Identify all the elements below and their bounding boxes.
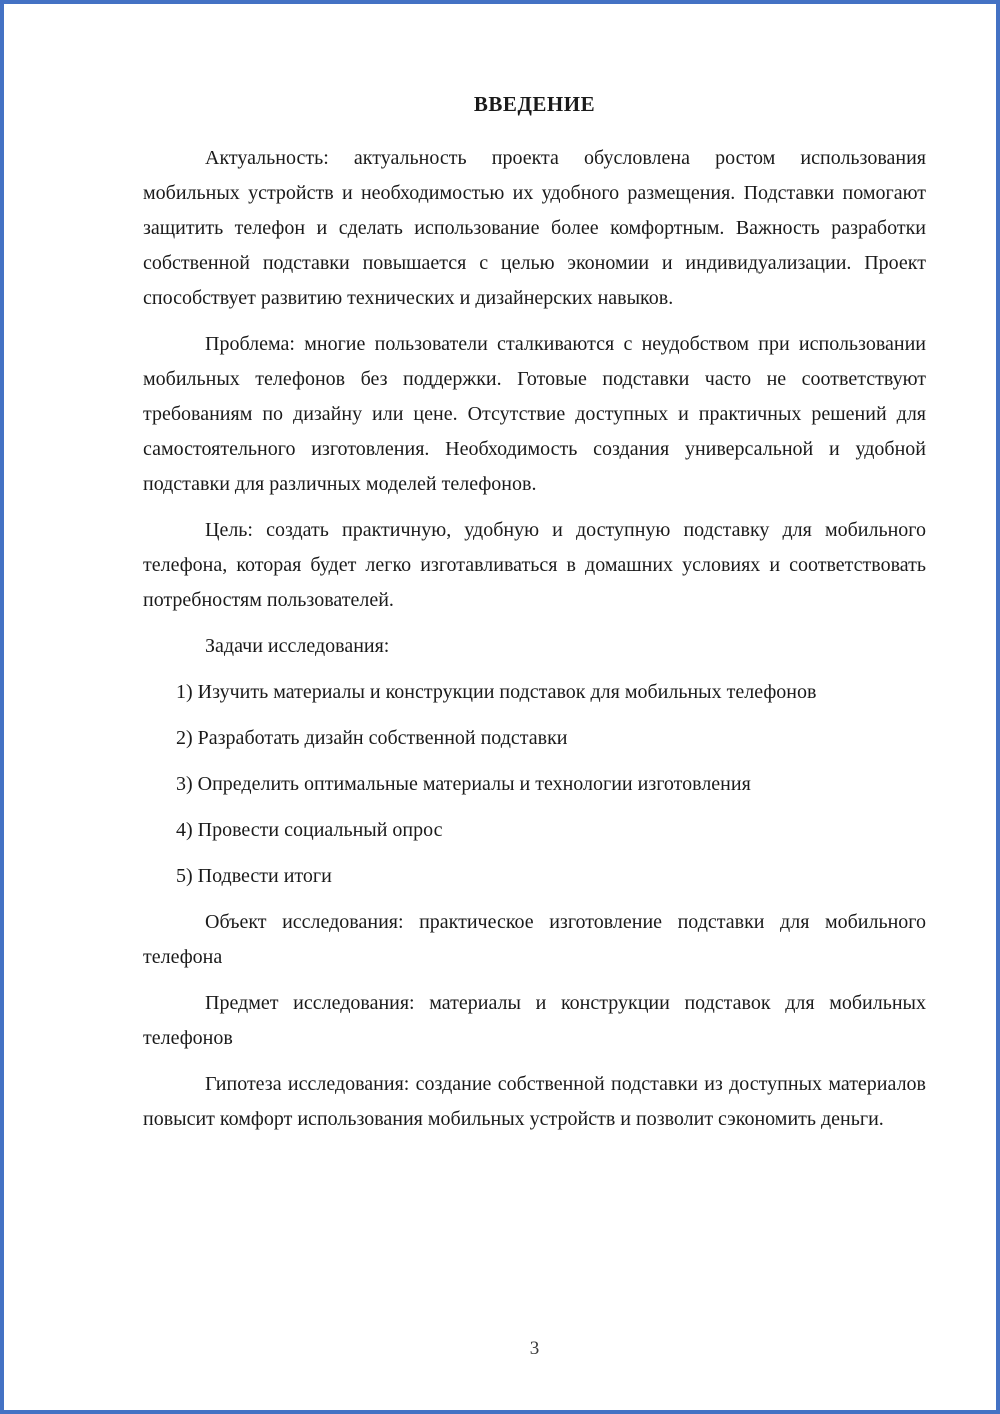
tasks-heading: Задачи исследования:	[205, 635, 390, 657]
paragraph-aktualnost: Актуальность: актуальность проекта обусловлена ростом использования мобильных устройств и необходимостью их удобного размещения. Подставки помогают защитить телефон и сделать использование более комфортным. Важность разработки собственной подставки повышается с целью экономии и индивидуализации. Проект способствует развитию технических и дизайнерских навыков.	[143, 147, 926, 309]
task-item-1: 1) Изучить материалы и конструкции подставок для мобильных телефонов	[176, 681, 817, 703]
task-item-5: 5) Подвести итоги	[176, 865, 332, 887]
page-number: 3	[529, 1338, 540, 1359]
section-title: ВВЕДЕНИЕ	[473, 92, 596, 116]
paragraph-predmet: Предмет исследования: материалы и конструкции подставок для мобильных телефонов	[143, 992, 926, 1049]
paragraph-obekt: Объект исследования: практическое изготовление подставки для мобильного телефона	[143, 911, 926, 968]
paragraph-cel: Цель: создать практичную, удобную и доступную подставку для мобильного телефона, которая будет легко изготавливаться в домашних условиях и соответствовать потребностям пользователей.	[143, 519, 926, 611]
task-item-2: 2) Разработать дизайн собственной подставки	[176, 727, 568, 749]
task-item-3: 3) Определить оптимальные материалы и технологии изготовления	[176, 773, 751, 795]
task-item-4: 4) Провести социальный опрос	[176, 819, 443, 841]
paragraph-problema: Проблема: многие пользователи сталкиваются с неудобством при использовании мобильных телефонов без поддержки. Готовые подставки часто не соответствуют требованиям по дизайну или цене. Отсутствие доступных и практичных решений для самостоятельного изготовления. Необходимость создания универсальной и удобной подставки для различных моделей телефонов.	[143, 333, 926, 495]
paragraph-gipoteza: Гипотеза исследования: создание собственной подставки из доступных материалов повысит комфорт использования мобильных устройств и позволит сэкономить деньги.	[143, 1073, 926, 1130]
